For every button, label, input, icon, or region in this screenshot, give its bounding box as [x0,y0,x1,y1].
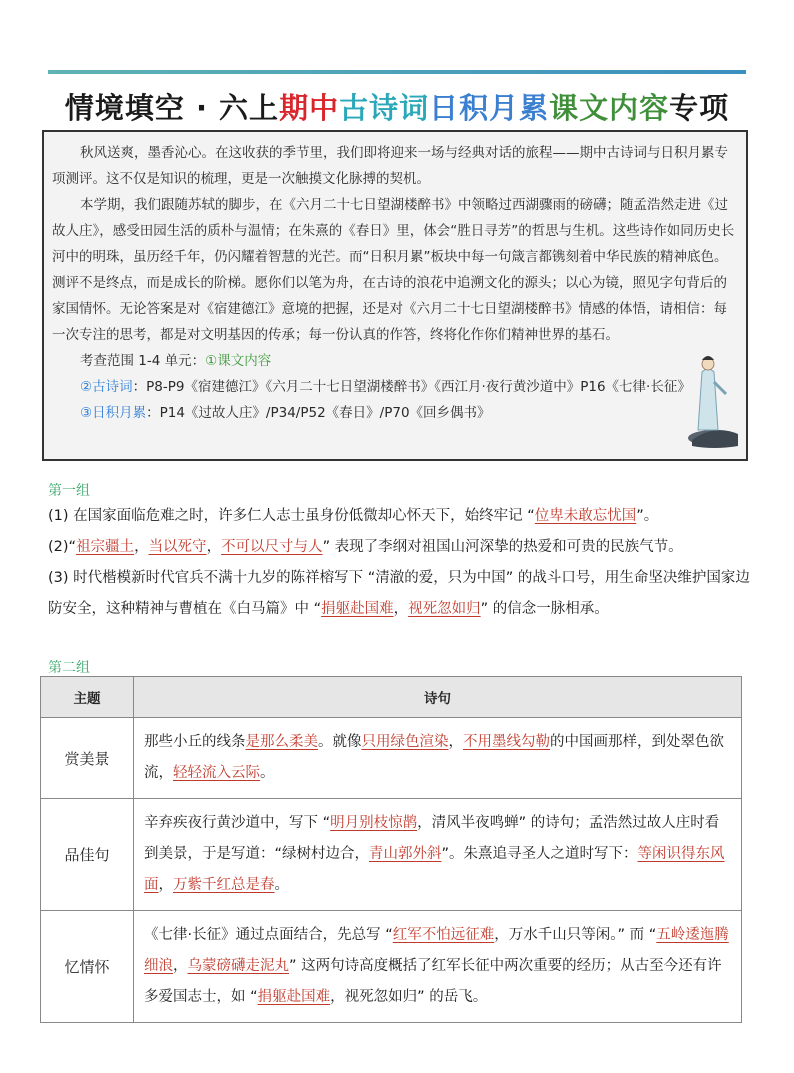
verse-text: 《七律·长征》通过点面结合，先总写 “ [144,927,393,943]
intro-paragraph-1: 秋风送爽，墨香沁心。在这收获的季节里，我们即将迎来一场与经典对话的旅程——期中古诗词与日积月累专项测评。这不仅是知识的梳理，更是一次触摸文化脉搏的契机。 [52,145,728,187]
verse-text: ，清风半夜鸣蝉” 的诗句；孟浩然过故人庄时看到美景，于是写道：“绿树村边合， [144,815,720,862]
q3-text-pre: (3) 时代楷模新时代官兵不满十九岁的陈祥榕写下 “清澈的爱，只为中国” 的战斗口号，用生命坚决维护国家边防安全，这种精神与曹植在《白马篇》中 “ [48,570,750,617]
poetry-table [40,676,742,1023]
table-header-row [41,677,742,718]
row-topic: 赏美景 [41,718,134,799]
header-rule [48,70,746,74]
row-verse [134,799,742,911]
group-1-heading: 第一组 [48,483,90,499]
verse-text: 的中国画那样，到处翠色欲流， [144,734,724,781]
verse-text: 。 [274,877,289,893]
verse-text: ， [173,958,188,974]
q2-answer-2: 当以死守 [148,539,207,555]
title-part-4: 日积月累 [429,91,550,125]
title-part-2: 期中 [279,91,340,125]
verse-text: 那些小丘的线条 [144,734,246,750]
intro-paragraph-2: 本学期，我们跟随苏轼的脚步，在《六月二十七日望湖楼醉书》中领略过西湖骤雨的磅礴；随孟浩然走进《过故人庄》，感受田园生活的质朴与温情；在朱熹的《春日》里，体会“胜日寻芳”的哲思与生机。这些诗作如同历史长河中的明珠，虽历经千年，仍闪耀着智慧的光芒。而“日积月累”板块中每一句箴言都镌刻着中华民族的精神底色。测评不是终点，而是成长的阶梯。愿你们以笔为舟，在古诗的浪花中追溯文化的源头；以心为镜，照见字句背后的家国情怀。无论答案是对《宿建德江》意境的把握，还是对《六月二十七日望湖楼醉书》情感的体悟，请相信：每一次专注的思考，都是对文明基因的传承；每一份认真的作答，终将化作你们精神世界的基石。 [52,197,735,343]
scope-line-1 [52,348,736,374]
title-part-3: 古诗词 [339,91,430,125]
q1-answer: 位卑未敢忘忧国 [534,508,637,524]
verse-text: ，视死忽如归” 的岳飞。 [330,989,488,1005]
question-2 [48,532,752,563]
verse-answer: 红军不怕远征难 [392,927,495,943]
row-topic: 品佳句 [41,799,134,911]
table-row [41,799,742,911]
scope-item-3-label: ③日积月累 [80,405,147,421]
verse-answer: 五岭逶迤腾细浪 [144,927,729,974]
scope-line-2 [52,374,736,400]
scope-item-3-text: ：P14《过故人庄》/P34/P52《春日》/P70《回乡偶书》 [146,405,491,421]
title-part-6: 专项 [669,91,730,125]
q2-answer-1: 祖宗疆土 [76,539,135,555]
intro-box [42,130,748,461]
verse-text: ”。朱熹追寻圣人之道时写下： [441,846,638,862]
table-row [41,718,742,799]
verse-text: ， [158,877,173,893]
q1-text-post: ”。 [636,508,659,524]
verse-text: ” 这两句诗高度概括了红军长征中两次重要的经历；从古至今还有许多爱国志士，如 “ [144,958,722,1005]
verse-answer: 捐躯赴国难 [257,989,331,1005]
table-row [41,911,742,1023]
question-1 [48,501,752,532]
verse-answer: 明月别枝惊鹊 [330,815,418,831]
verse-answer: 不用墨线勾勒 [463,734,550,750]
q2-text-pre: (2)“ [48,539,77,555]
verse-answer: 万紫千红总是春 [173,877,275,893]
scope-item-1: ①课文内容 [205,353,272,369]
verse-text: ， [448,734,463,750]
scope-item-2-text: ：P8-P9《宿建德江》《六月二十七日望湖楼醉书》《西江月·夜行黄沙道中》P16《七律·长征》 [132,379,691,395]
column-header-topic: 主题 [41,677,134,718]
title-part-1: 情境填空 · 六上 [64,91,280,125]
verse-text: ，万水千山只等闲。” 而 “ [494,927,657,943]
group-2-heading: 第二组 [48,660,90,676]
q2-sep-2: ， [206,539,222,555]
scope-label: 考查范围 1-4 单元： [80,353,206,369]
q2-sep-1: ， [134,539,149,555]
question-3 [48,563,752,625]
q2-answer-3: 不可以尺寸与人 [221,539,323,555]
verse-answer: 青山郭外斜 [369,846,442,862]
q3-sep-1: ， [393,601,409,617]
verse-answer: 乌蒙磅礴走泥丸 [187,958,289,974]
verse-text: 。就像 [318,734,362,750]
row-verse [134,911,742,1023]
row-verse [134,718,742,799]
verse-text: 。 [260,765,275,781]
scholar-illustration [678,342,738,458]
verse-answer: 轻轻流入云际 [173,765,260,781]
row-topic: 忆情怀 [41,911,134,1023]
q1-text-pre: (1) 在国家面临危难之时，许多仁人志士虽身份低微却心怀天下，始终牢记 “ [48,508,535,524]
verse-answer: 只用绿色渲染 [361,734,449,750]
q3-answer-1: 捐躯赴国难 [321,601,394,617]
q3-answer-2: 视死忽如归 [408,601,481,617]
scope-item-2-label: ②古诗词 [80,379,133,395]
title-part-5: 课文内容 [549,91,670,125]
q2-text-post: ” 表现了李纲对祖国山河深挚的热爱和可贵的民族气节。 [322,539,683,555]
verse-answer: 是那么柔美 [245,734,318,750]
column-header-verse: 诗句 [134,677,742,718]
verse-text: 辛弃疾夜行黄沙道中，写下 “ [144,815,331,831]
verse-answer: 等闲识得东风面 [144,846,725,893]
scope-line-3 [52,400,736,426]
page-title [0,86,794,127]
q3-text-post: ” 的信念一脉相承。 [480,601,609,617]
